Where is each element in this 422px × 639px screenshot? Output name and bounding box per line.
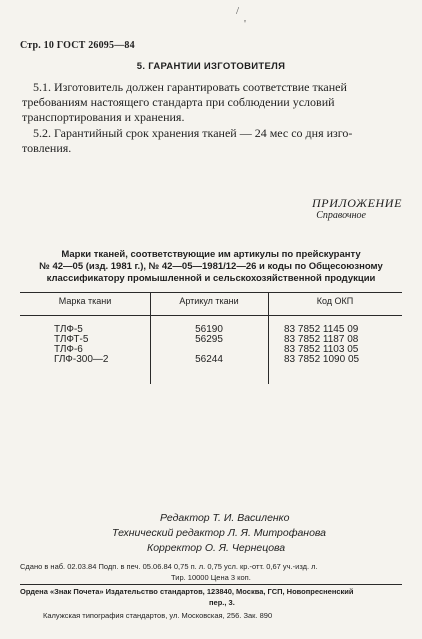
code-column: [284, 325, 359, 365]
paragraph-5-1: [22, 80, 400, 125]
table-cell: 83 7852 1090 05: [284, 354, 360, 365]
imprint-line: Калужская типография стандартов, ул. Московская, 256. Зак. 890: [43, 611, 273, 620]
column-header-brand: Марка ткани: [58, 296, 112, 306]
table-title-line: классификатору промышленной и сельскохозяйственной продукции: [46, 273, 376, 284]
imprint-divider: [20, 584, 402, 585]
article-column: [150, 325, 268, 365]
table-cell: ТЛФТ-5: [54, 334, 89, 345]
table-title-line: № 42—05 (изд. 1981 г.), № 42—05—1981/12—26 и коды по Общесоюзному: [39, 261, 383, 272]
table-cell: 56295: [195, 334, 223, 345]
appendix-subtitle: Справочное: [316, 210, 366, 221]
paragraph-line: 5.2. Гарантийный срок хранения тканей — 24 мес со дня изго-: [33, 126, 353, 140]
editor-credit: Редактор Т. И. Василенко: [160, 512, 290, 524]
paragraph-line: товления.: [22, 141, 72, 155]
paragraph-line: транспортирования и хранения.: [22, 110, 185, 124]
paragraph-line: требованиям настоящего стандарта при соблюдении условий: [22, 95, 335, 109]
table-cell: ГЛФ-300—2: [54, 354, 109, 365]
proofreader-credit: Корректор О. Я. Чернецова: [147, 542, 286, 554]
imprint-line: Сдано в наб. 02.03.84 Подп. в печ. 05.06.84 0,75 п. л. 0,75 усл. кр.-отт. 0,67 уч.-изд. л.: [20, 562, 318, 571]
table-top-rule: [20, 292, 402, 293]
paragraph-5-2: [22, 126, 400, 156]
stray-mark: ': [244, 18, 246, 30]
table-cell: 83 7852 1145 09: [284, 324, 359, 335]
imprint-line: Ордена «Знак Почета» Издательство стандартов, 123840, Москва, ГСП, Новопресненский: [20, 587, 354, 596]
section-title: 5. ГАРАНТИИ ИЗГОТОВИТЕЛЯ: [136, 61, 286, 72]
table-title-line: Марки тканей, соответствующие им артикулы по прейскуранту: [61, 249, 361, 260]
table-cell: ТЛФ-6: [54, 344, 83, 355]
table-cell: 56190: [195, 324, 223, 335]
stray-mark: /: [236, 5, 240, 17]
table-cell: 83 7852 1103 05: [284, 344, 359, 355]
imprint-line: Тир. 10000 Цена 3 коп.: [171, 573, 251, 582]
brand-column: [54, 325, 108, 365]
column-header-code: Код ОКП: [316, 296, 354, 306]
table-title: [0, 249, 422, 285]
imprint-line: пер., 3.: [209, 598, 235, 607]
page-header: Стр. 10 ГОСТ 26095—84: [20, 40, 135, 51]
table-cell: ТЛФ-5: [54, 324, 83, 335]
appendix-title: ПРИЛОЖЕНИЕ: [312, 196, 402, 210]
table-cell: 56244: [195, 354, 223, 365]
column-header-article: Артикул ткани: [179, 296, 239, 306]
tech-editor-credit: Технический редактор Л. Я. Митрофанова: [112, 527, 327, 539]
paragraph-line: 5.1. Изготовитель должен гарантировать соответствие тканей: [33, 80, 347, 94]
table-cell: 83 7852 1187 08: [284, 334, 359, 345]
table-header-rule: [20, 315, 402, 316]
